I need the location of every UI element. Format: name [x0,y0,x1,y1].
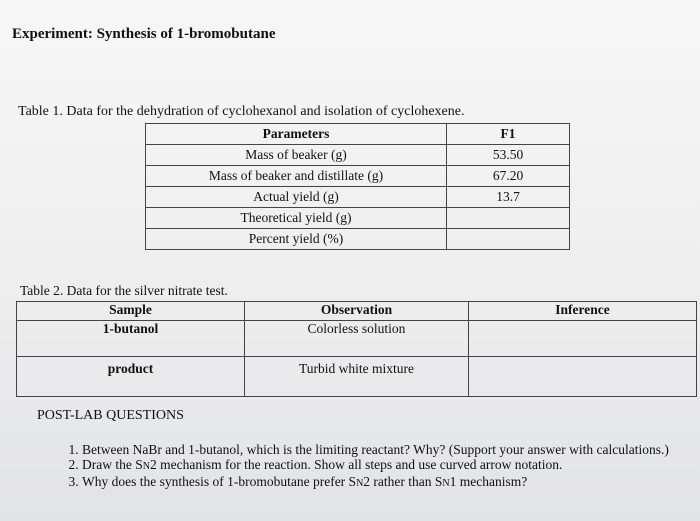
cell: Percent yield (%) [146,229,447,250]
question-1: 1. Between NaBr and 1-butanol, which is the limiting reactant? Why? (Support your answer with calculations.) [82,442,700,457]
postlab-questions [56,442,700,491]
table1 [145,123,570,250]
cell[interactable]: 67.20 [447,166,570,187]
cell[interactable] [447,229,570,250]
cell: Actual yield (g) [146,187,447,208]
table2 [16,301,697,397]
experiment-title: Experiment: Synthesis of 1-bromobutane [12,26,276,42]
cell[interactable]: 53.50 [447,145,570,166]
question-3: 3. Why does the synthesis of 1-bromobutane prefer SN2 rather than SN1 mechanism? [82,474,700,491]
cell: Mass of beaker (g) [146,145,447,166]
cell[interactable] [469,357,697,397]
table2-header: Observation [245,302,469,321]
cell: Turbid white mixture [245,357,469,397]
postlab-heading: POST-LAB QUESTIONS [37,408,184,423]
table1-caption: Table 1. Data for the dehydration of cyclohexanol and isolation of cyclohexene. [18,104,465,119]
table2-header: Sample [17,302,245,321]
cell: product [17,357,245,397]
table1-header: F1 [447,124,570,145]
table-row [146,229,570,250]
table-row [17,357,697,397]
table-row [146,208,570,229]
cell: Mass of beaker and distillate (g) [146,166,447,187]
cell[interactable] [469,321,697,357]
cell: Colorless solution [245,321,469,357]
table2-header: Inference [469,302,697,321]
table-row [146,166,570,187]
table1-header: Parameters [146,124,447,145]
cell[interactable] [447,208,570,229]
table-row [17,321,697,357]
cell[interactable]: 13.7 [447,187,570,208]
question-2: 2. Draw the SN2 mechanism for the reaction. Show all steps and use curved arrow notation. [82,457,700,474]
table2-caption: Table 2. Data for the silver nitrate test. [20,283,228,298]
table-row [146,187,570,208]
cell: Theoretical yield (g) [146,208,447,229]
cell: 1-butanol [17,321,245,357]
table-row [146,145,570,166]
